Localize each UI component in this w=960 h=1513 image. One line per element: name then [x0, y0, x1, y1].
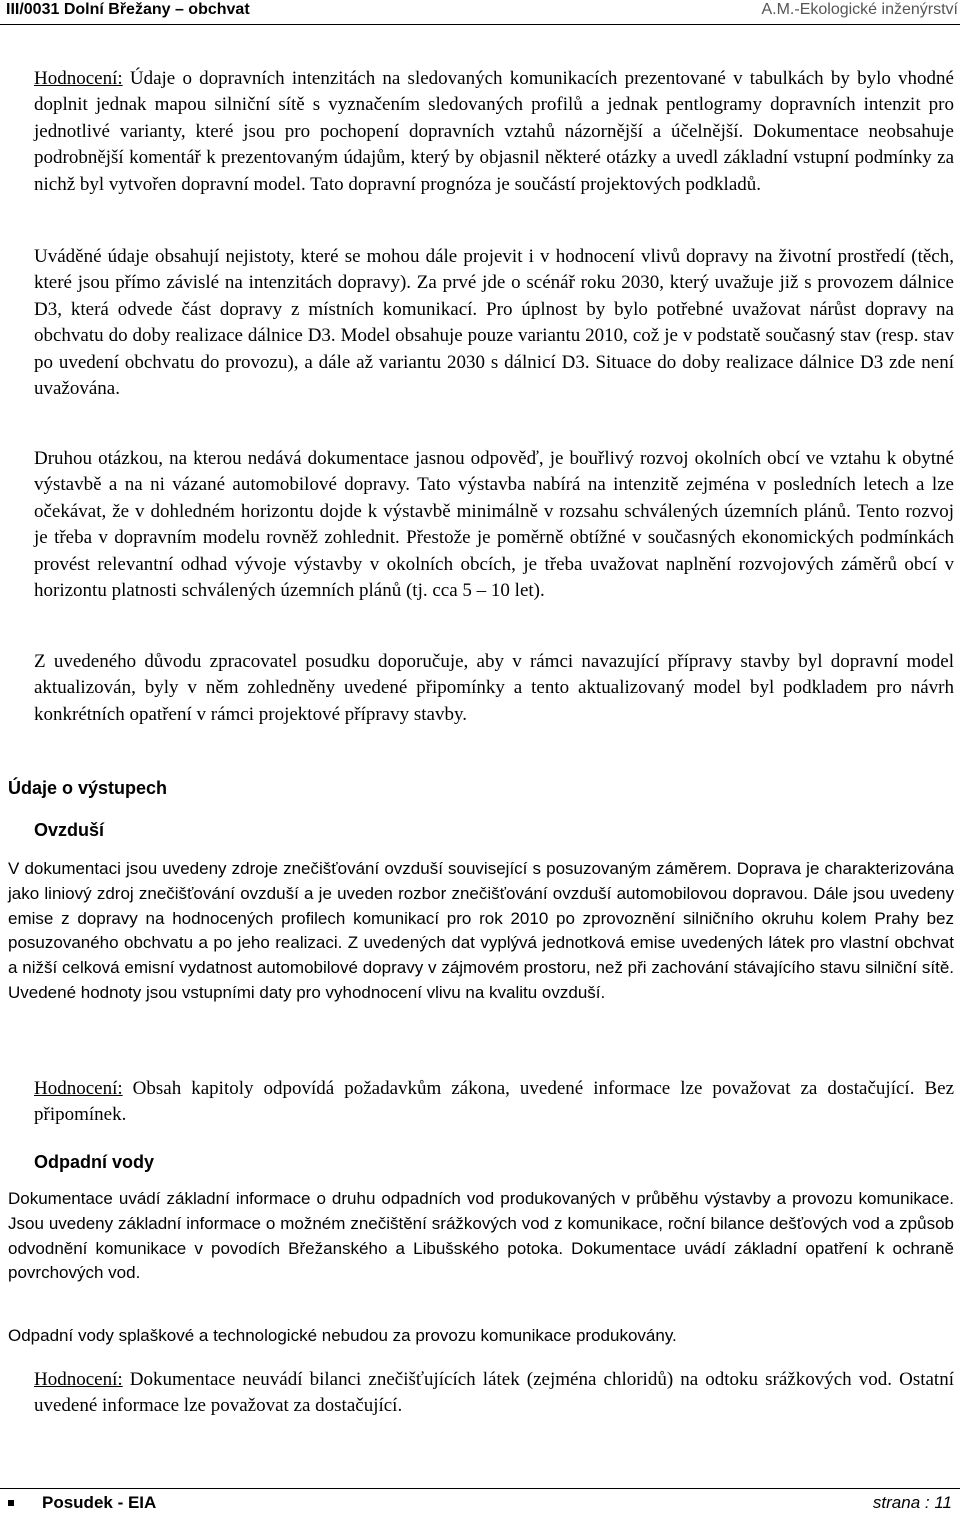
footer-title: Posudek - EIA — [42, 1493, 157, 1512]
paragraph-air-emissions: V dokumentaci jsou uvedeny zdroje znečišťování ovzduší související s posuzovaným záměrem. Doprava je charakterizována jako liniový zdroj znečišťování ovzduší a je uveden rozbor znečišťování ovzduší automobilovou dopravou. Dále jsou uvedeny emise z dopravy na hodnocených profilech komunikací pro rok 2010 po zprovoznění silničního okruhu kolem Prahy bez posuzovaného obchvatu a po jeho realizaci. Z uvedených dat vyplývá jednotková emise uvedených látek pro vlastní obchvat a nižší celková emisní vydatnost automobilové dopravy v zájmovém prostoru, než při zachování stávajícího stavu silniční sítě. Uvedené hodnoty jsou vstupními daty pro vyhodnocení vlivu na kvalitu ovzduší. — [8, 859, 954, 1002]
paragraph-assessment-wastewater — [34, 1367, 954, 1420]
heading-outputs: Údaje o výstupech — [8, 778, 168, 798]
paragraph-assessment-traffic — [34, 66, 954, 198]
paragraph-assessment-air — [34, 1076, 954, 1129]
paragraph-recommendation: Z uvedeného důvodu zpracovatel posudku doporučuje, aby v rámci navazující přípravy stavby byl dopravní model aktualizován, byly v něm zohledněny uvedené připomínky a tento aktualizovaný model byl podkladem pro návrh konkrétních opatření v rámci projektové přípravy stavby. — [34, 651, 954, 725]
assessment-label: Hodnocení: — [34, 1369, 123, 1390]
header-company: A.M.-Ekologické inženýrství — [761, 1, 958, 18]
paragraph-text: Dokumentace neuvádí bilanci znečišťujících látek (zejména chloridů) na odtoku srážkových vod. Ostatní uvedené informace lze považovat za dostačující. — [34, 1369, 954, 1417]
header-document-id: III/0031 Dolní Břežany – obchvat — [6, 1, 250, 18]
paragraph-wastewater: Dokumentace uvádí základní informace o druhu odpadních vod produkovaných v průběhu výstavby a provozu komunikace. Jsou uvedeny základní informace o možném znečištění srážkových vod z komunikace, roční bilance dešťových vod a způsob odvodnění komunikace v povodích Břežanského a Libušského potoka. Dokumentace uvádí základní opatření k ochraně povrchových vod. — [8, 1189, 954, 1283]
paragraph-uncertainty: Uváděné údaje obsahují nejistoty, které se mohou dále projevit i v hodnocení vlivů dopravy na životní prostředí (těch, které jsou přímo závislé na intenzitách dopravy). Za prvé jde o scénář roku 2030, který uvažuje již s provozem dálnice D3, která odvede část dopravy z místních komunikací. Pro úplnost by bylo potřebné uvažovat nárůst dopravy na obchvatu do doby realizace dálnice D3. Model obsahuje pouze variantu 2010, což je v podstatě současný stav (resp. stav po uvedení obchvatu do provozu), a dále až variantu 2030 s dálnicí D3. Situace do doby realizace dálnice D3 zde není uvažována. — [34, 246, 954, 400]
assessment-label: Hodnocení: — [34, 1078, 123, 1099]
bullet-icon — [8, 1500, 14, 1506]
paragraph-development: Druhou otázkou, na kterou nedává dokumentace jasnou odpověď, je bouřlivý rozvoj okolních obcí ve vztahu k obytné výstavbě a na ni vázané automobilové dopravy. Tato výstavba nabírá na intenzitě zejména v posledních letech a lze očekávat, že v dohledném horizontu dojde k výstavbě minimálně v rozsahu schválených územních plánů. Tento rozvoj je třeba v dopravním modelu rovněž zohlednit. Přestože je poměrně obtížné v současných ekonomických podmínkách provést relevantní odhad vývoje výstavby v okolních obcích, je třeba uvažovat naplnění rozvojových záměrů obcí v horizontu platnosti schválených územních plánů (tj. cca 5 – 10 let). — [34, 448, 954, 602]
paragraph-sewage: Odpadní vody splaškové a technologické nebudou za provozu komunikace produkovány. — [8, 1326, 677, 1345]
heading-wastewater: Odpadní vody — [34, 1152, 155, 1172]
page-footer — [0, 1488, 960, 1513]
page-number: strana : 11 — [872, 1493, 952, 1512]
assessment-label: Hodnocení: — [34, 68, 123, 89]
paragraph-text: Obsah kapitoly odpovídá požadavkům zákona, uvedené informace lze považovat za dostačující. Bez připomínek. — [34, 1078, 954, 1126]
paragraph-text: Údaje o dopravních intenzitách na sledovaných komunikacích prezentované v tabulkách by bylo vhodné doplnit jednak mapou silniční sítě s vyznačením sledovaných profilů a jednak pentlogramy dopravních intenzit pro jednotlivé varianty, které jsou pro pochopení dopravních vztahů názornější a účelnější. Dokumentace neobsahuje podrobnější komentář k prezentovaným údajům, který by objasnil některé otázky a uvedl základní vstupní podmínky za nichž byl vytvořen dopravní model. Tato dopravní prognóza je součástí projektových podkladů. — [34, 68, 954, 195]
page-header — [0, 0, 960, 25]
heading-air: Ovzduší — [34, 820, 105, 840]
